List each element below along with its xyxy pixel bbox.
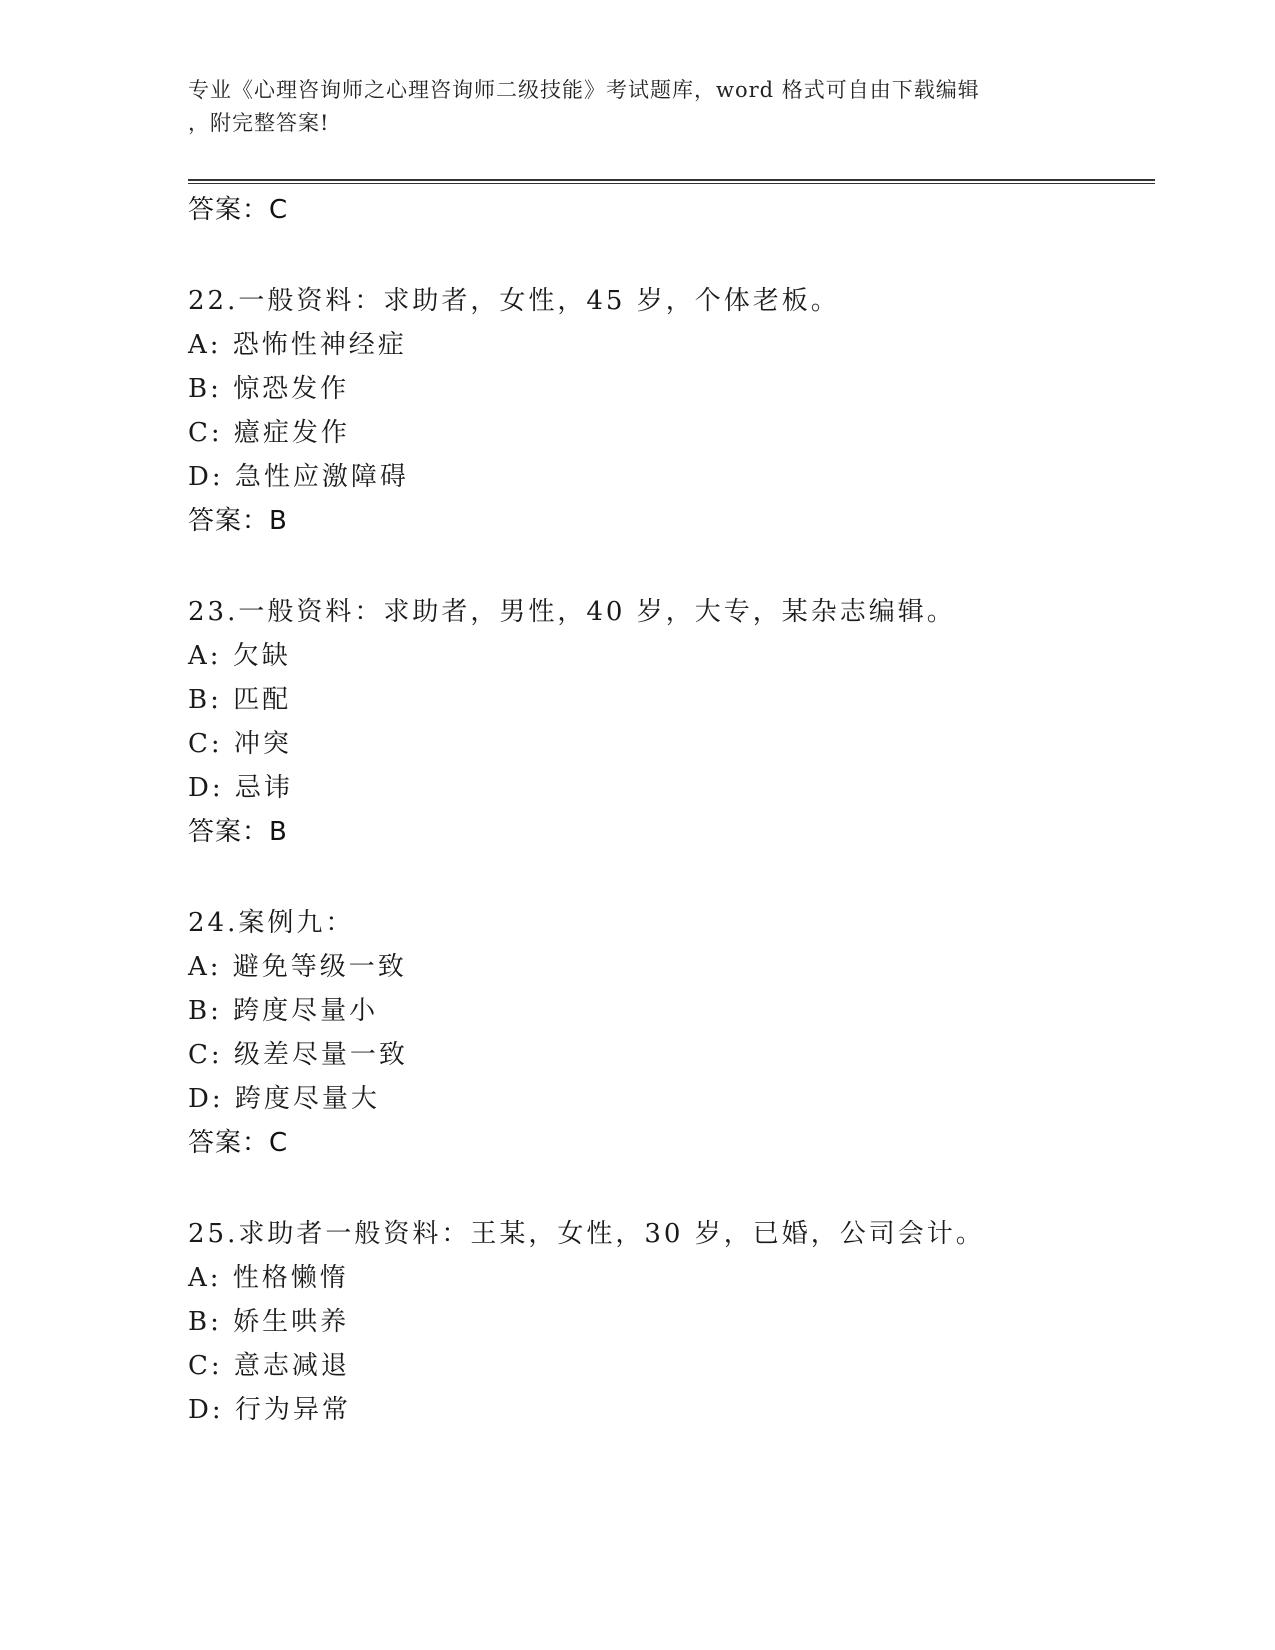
header-line-1: 专业《心理咨询师之心理咨询师二级技能》考试题库，word 格式可自由下载编辑 [188,78,980,102]
header-line-2: ，附完整答案! [188,111,330,135]
option-line: A: 性格懒惰 [188,1263,349,1293]
option-line: D: 跨度尽量大 [188,1084,380,1114]
question-stem: 23.一般资料：求助者，男性，40 岁，大专，某杂志编辑。 [188,597,956,627]
option-line: B: 娇生哄养 [188,1307,350,1337]
answer-line: 答案：C [188,1128,289,1158]
header-divider [188,179,1155,184]
answer-line: 答案：B [188,506,288,536]
question-stem: 25.求助者一般资料：王某，女性，30 岁，已婚，公司会计。 [188,1219,985,1249]
answer-line: 答案：C [188,195,289,225]
document-header [188,74,1088,140]
option-line: D: 急性应激障碍 [188,462,409,492]
option-line: C: 冲突 [188,729,292,759]
answer-line: 答案：B [188,817,288,847]
option-line: D: 忌讳 [188,773,293,803]
question-stem: 22.一般资料：求助者，女性，45 岁，个体老板。 [188,286,840,316]
option-line: A: 欠缺 [188,641,291,671]
question-stem: 24.案例九： [188,908,355,938]
option-line: B: 跨度尽量小 [188,996,379,1026]
option-line: A: 避免等级一致 [188,952,407,982]
option-line: A: 恐怖性神经症 [188,330,407,360]
option-line: B: 惊恐发作 [188,374,350,404]
option-line: C: 癔症发作 [188,418,350,448]
option-line: D: 行为异常 [188,1395,351,1425]
option-line: C: 意志减退 [188,1351,350,1381]
option-line: C: 级差尽量一致 [188,1040,408,1070]
option-line: B: 匹配 [188,685,292,715]
